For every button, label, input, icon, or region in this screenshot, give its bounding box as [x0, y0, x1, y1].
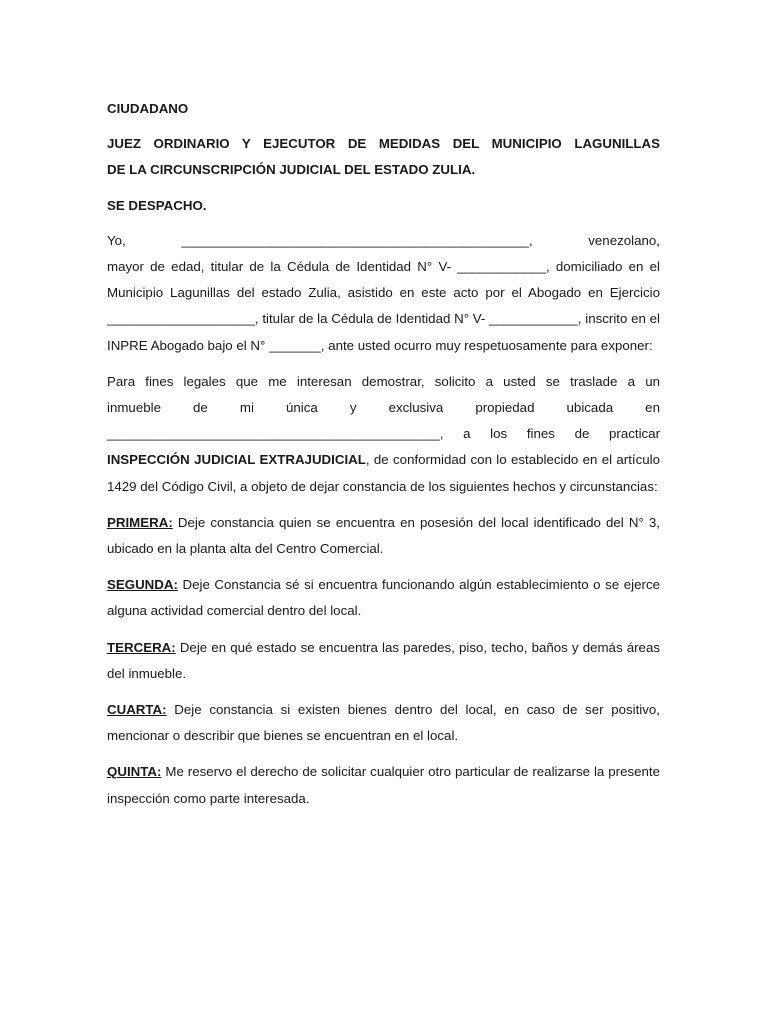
purpose-word: mi	[239, 400, 254, 416]
purpose-word: de	[193, 400, 208, 416]
purpose-line-1: Para fines legales que me interesan demostrar, solicito a usted se traslade a un	[107, 373, 660, 389]
intro-paragraph	[107, 228, 660, 359]
clause-cuarta	[107, 697, 660, 749]
clause-tercera	[107, 635, 660, 687]
clause-label: SEGUNDA:	[107, 577, 178, 593]
purpose-word: única	[285, 400, 318, 416]
purpose-rest	[107, 447, 660, 499]
clause-segunda	[107, 572, 660, 624]
intro-yo: Yo,	[107, 232, 126, 248]
addressee-heading: CIUDADANO	[107, 101, 189, 116]
purpose-word: propiedad	[475, 400, 535, 416]
purpose-line-3: _____________________________________________, a los fines de practicar	[107, 426, 660, 442]
clause-text: Deje en qué estado se encuentra las paredes, piso, techo, baños y demás áreas del inmueble.	[107, 639, 660, 681]
intro-name-blank: _______________________________________________,	[181, 232, 533, 248]
purpose-line-2	[107, 395, 660, 421]
clause-text: Deje Constancia sé si encuentra funcionando algún establecimiento o se ejerce alguna actividad comercial dentro del local.	[107, 577, 660, 619]
intro-rest: mayor de edad, titular de la Cédula de Identidad N° V- ____________, domiciliado en el Municipio Lagunillas del estado Zulia, asistido en este acto por el Abogado en Ejercicio ____________________, titular de la Cédula de Identidad N° V- ____________, inscrito en el INPRE Abogado bajo el N° _______, ante usted ocurro muy respetuosamente para exponer:	[107, 259, 660, 353]
purpose-word: en	[645, 400, 660, 416]
purpose-word: exclusiva	[388, 400, 444, 416]
clause-quinta	[107, 759, 660, 811]
clause-label: CUARTA:	[107, 702, 167, 718]
clause-text: Me reservo el derecho de solicitar cualquier otro particular de realizarse la presente inspección como parte interesada.	[107, 764, 660, 806]
clause-text: Deje constancia si existen bienes dentro del local, en caso de ser positivo, mencionar o describir que bienes se encuentran en el local.	[107, 702, 660, 744]
clause-primera	[107, 510, 660, 562]
clause-label: TERCERA:	[107, 639, 176, 655]
clause-label: PRIMERA:	[107, 514, 173, 530]
intro-first-line	[107, 228, 660, 254]
clause-text: Deje constancia quien se encuentra en posesión del local identificado del N° 3, ubicado en la planta alta del Centro Comercial.	[107, 514, 660, 557]
purpose-word: inmueble	[107, 400, 161, 416]
office-heading: SE DESPACHO.	[107, 197, 207, 213]
judge-heading-line-2: DE LA CIRCUNSCRIPCIÓN JUDICIAL DEL ESTADO ZULIA.	[107, 162, 476, 178]
intro-nationality: venezolano,	[588, 232, 660, 248]
judge-heading-line-1: JUEZ ORDINARIO Y EJECUTOR DE MEDIDAS DEL MUNICIPIO LAGUNILLAS	[107, 136, 660, 152]
purpose-paragraph	[107, 369, 660, 500]
purpose-after-bold: , de conformidad con lo establecido en el artículo 1429 del Código Civil, a objeto de dejar constancia de los siguientes hechos y circunstancias:	[107, 452, 660, 494]
purpose-word: ubicada	[566, 400, 614, 416]
purpose-word: y	[349, 400, 357, 416]
inspection-bold-phrase: INSPECCIÓN JUDICIAL EXTRAJUDICIAL	[107, 452, 366, 468]
document-page	[107, 96, 660, 822]
clause-label: QUINTA:	[107, 764, 162, 780]
